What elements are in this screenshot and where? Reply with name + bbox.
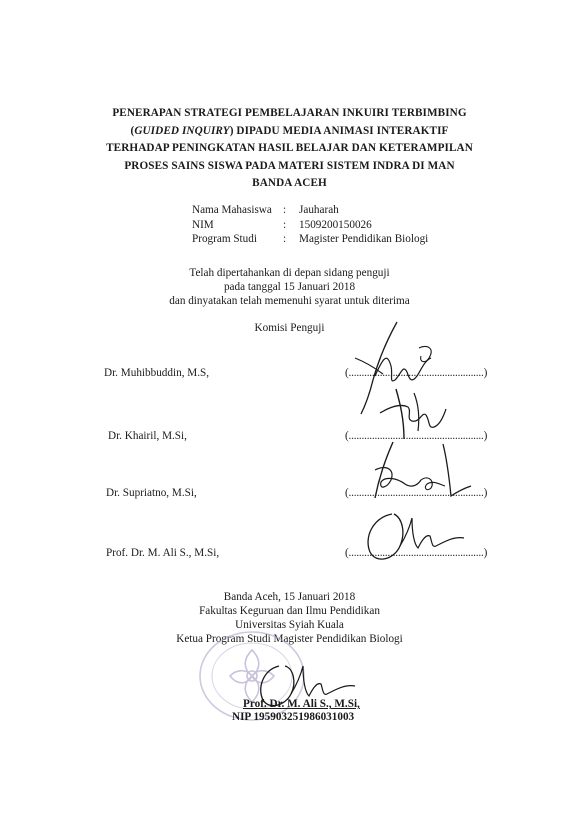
program-head-nip: NIP 195903251986031003 bbox=[232, 711, 355, 723]
examiner-3-signature-line: (....................................................) bbox=[345, 487, 488, 499]
signature-examiner-4 bbox=[360, 508, 470, 568]
student-nim-label: NIM bbox=[192, 218, 214, 231]
examiner-1-name: Dr. Muhibbuddin, M.S, bbox=[104, 367, 210, 379]
student-name-row: Nama Mahasiswa : Jauharah bbox=[192, 204, 339, 216]
examiner-4-name: Prof. Dr. M. Ali S., M.Si, bbox=[106, 547, 220, 559]
student-name-value: Jauharah bbox=[299, 204, 339, 216]
examiner-1-signature-line: (....................................................) bbox=[345, 367, 488, 379]
defense-line-1: Telah dipertahankan di depan sidang penguji bbox=[189, 267, 390, 279]
signature-examiner-2 bbox=[360, 385, 450, 445]
signature-examiner-3 bbox=[365, 440, 475, 502]
title-line-2: (GUIDED INQUIRY) DIPADU MEDIA ANIMASI INTERAKTIF bbox=[130, 124, 449, 137]
approval-university: Universitas Syiah Kuala bbox=[235, 619, 344, 631]
thesis-title bbox=[60, 105, 519, 193]
student-info bbox=[192, 203, 428, 247]
title-line-3: TERHADAP PENINGKATAN HASIL BELAJAR DAN KETERAMPILAN bbox=[106, 142, 473, 154]
program-head-name: Prof. Dr. M. Ali S., M.Si, bbox=[243, 698, 360, 710]
defense-line-3: dan dinyatakan telah memenuhi syarat untuk diterima bbox=[169, 295, 410, 307]
approval-faculty: Fakultas Keguruan dan Ilmu Pendidikan bbox=[199, 605, 380, 617]
examiner-2-signature-line: (....................................................) bbox=[345, 430, 488, 442]
examiner-3-name: Dr. Supriatno, M.Si, bbox=[106, 487, 197, 499]
defense-statement bbox=[60, 266, 519, 308]
student-program-label: Program Studi bbox=[192, 233, 257, 245]
committee-heading: Komisi Penguji bbox=[254, 322, 325, 334]
approval-position: Ketua Program Studi Magister Pendidikan Biologi bbox=[176, 633, 403, 645]
student-program-row: Program Studi : Magister Pendidikan Biologi bbox=[192, 233, 429, 245]
student-nim-row: NIM : 1509200150026 bbox=[192, 218, 372, 231]
student-program-value: Magister Pendidikan Biologi bbox=[299, 233, 429, 245]
title-line-5: BANDA ACEH bbox=[252, 177, 327, 189]
student-name-label: Nama Mahasiswa bbox=[192, 204, 272, 216]
student-nim-value: 1509200150026 bbox=[299, 218, 372, 231]
title-italic-term: GUIDED INQUIRY bbox=[134, 124, 230, 137]
title-line-1: PENERAPAN STRATEGI PEMBELAJARAN INKUIRI TERBIMBING bbox=[112, 107, 467, 119]
approval-place-date: Banda Aceh, 15 Januari 2018 bbox=[223, 591, 356, 603]
defense-line-2: pada tanggal 15 Januari 2018 bbox=[223, 281, 356, 293]
title-line-4: PROSES SAINS SISWA PADA MATERI SISTEM INDRA DI MAN bbox=[124, 159, 455, 172]
examiner-4-signature-line: (....................................................) bbox=[345, 547, 488, 559]
examiner-2-name: Dr. Khairil, M.Si, bbox=[108, 430, 187, 442]
